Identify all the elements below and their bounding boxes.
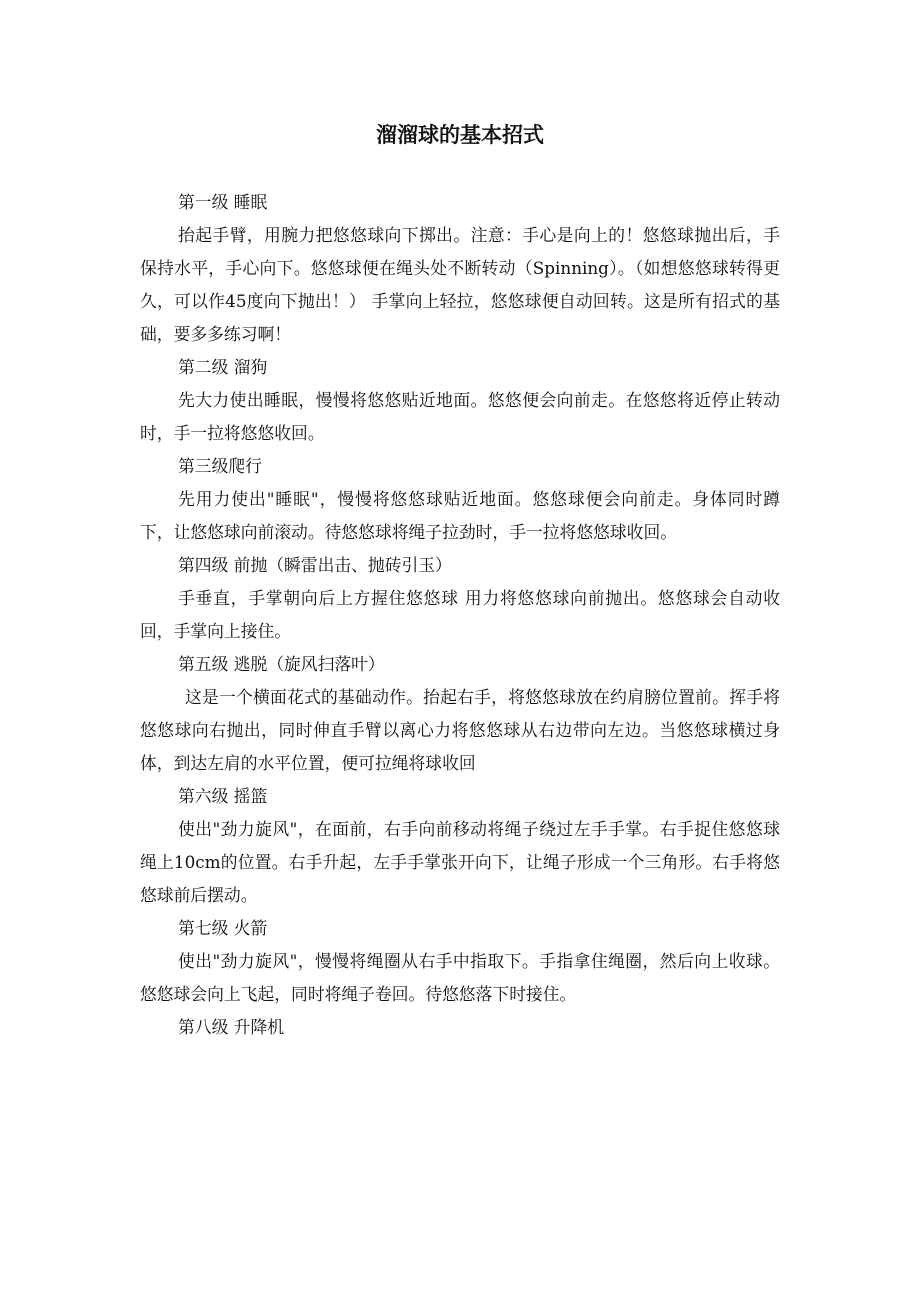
level-6-text: 使出"劲力旋风"，在面前，右手向前移动将绳子绕过左手手掌。右手捉住悠悠球绳上10cm的位置。右手升起，左手手掌张开向下，让绳子形成一个三角形。右手将悠悠球前后摆动。 [140,819,780,905]
level-2-text: 先大力使出睡眠，慢慢将悠悠贴近地面。悠悠便会向前走。在悠悠将近停止转动时，手一拉将悠悠收回。 [140,390,780,443]
level-3-text: 先用力使出"睡眠"，慢慢将悠悠球贴近地面。悠悠球便会向前走。身体同时蹲下，让悠悠球向前滚动。待悠悠球将绳子拉劲时，手一拉将悠悠球收回。 [140,489,780,542]
document-body [140,186,780,1044]
level-5-text: 这是一个横面花式的基础动作。抬起右手，将悠悠球放在约肩膀位置前。挥手将悠悠球向右抛出，同时伸直手臂以离心力将悠悠球从右边带向左边。当悠悠球横过身体，到达左肩的水平位置，便可拉绳将球收回 [140,687,780,773]
level-6-heading: 第六级 摇篮 [178,786,268,806]
document-title: 溜溜球的基本招式 [376,123,544,147]
level-3-heading: 第三级爬行 [178,456,262,476]
level-7-text: 使出"劲力旋风"，慢慢将绳圈从右手中指取下。手指拿住绳圈，然后向上收球。悠悠球会向上飞起，同时将绳子卷回。待悠悠落下时接住。 [140,951,780,1004]
level-5-heading: 第五级 逃脱（旋风扫落叶） [178,654,385,674]
level-1-text: 抬起手臂，用腕力把悠悠球向下掷出。注意：手心是向上的！悠悠球抛出后，手保持水平，手心向下。悠悠球便在绳头处不断转动（Spinning）。（如想悠悠球转得更久，可以作45度向下抛出！） 手掌向上轻拉，悠悠球便自动回转。这是所有招式的基础，要多多练习啊！ [140,225,780,344]
level-8-heading: 第八级 升降机 [178,1017,285,1037]
level-2-heading: 第二级 溜狗 [178,357,268,377]
level-7-heading: 第七级 火箭 [178,918,268,938]
level-1-heading: 第一级 睡眠 [178,192,268,212]
level-4-text: 手垂直，手掌朝向后上方握住悠悠球 用力将悠悠球向前抛出。悠悠球会自动收回，手掌向上接住。 [140,588,780,641]
level-4-heading: 第四级 前抛（瞬雷出击、抛砖引玉） [178,555,452,575]
